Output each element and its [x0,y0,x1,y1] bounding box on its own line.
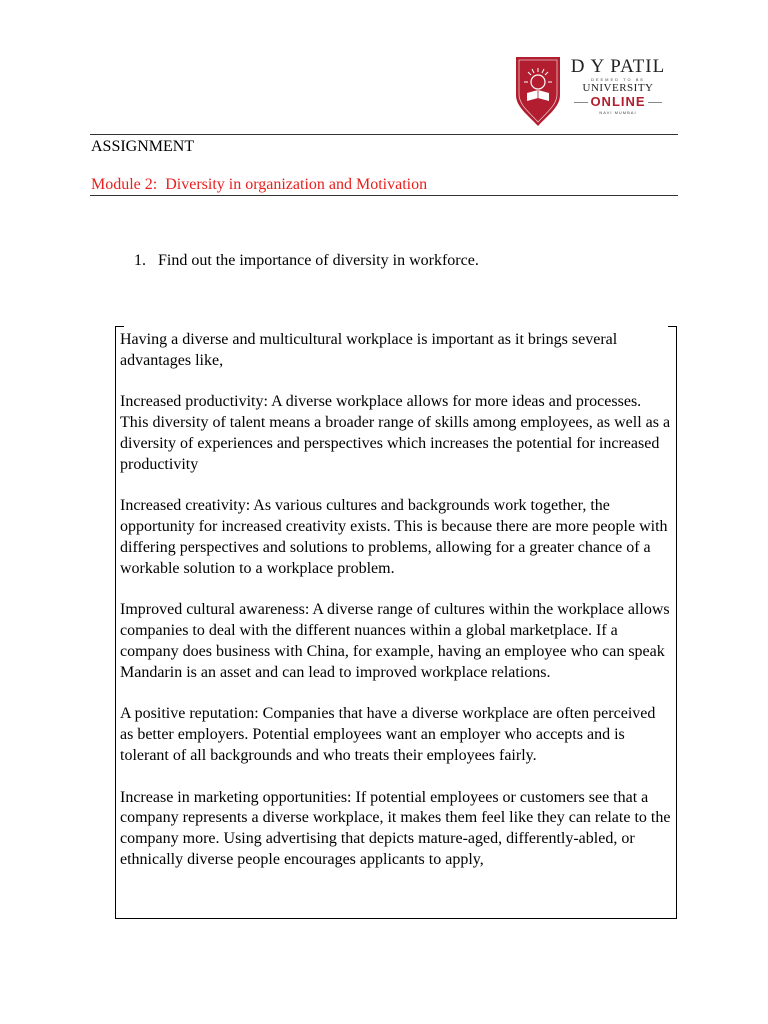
question-text: Find out the importance of diversity in workforce. [158,252,479,269]
logo-name: D Y PATIL [570,56,666,77]
question-number: 1. [134,252,146,269]
logo-online: ONLINE [568,95,668,109]
header-rule [90,134,678,135]
answer-paragraph: Increase in marketing opportunities: If potential employees or customers see that a company represents a diverse workplace, it makes them feel like they can relate to the company more. Using advertising that depicts mature-aged, differently-abled, or ethnically diverse people encourages applicants to apply, [120,788,671,868]
answer-box [115,326,677,919]
page-title: ASSIGNMENT [91,138,195,155]
answer-paragraph: Increased productivity: A diverse workplace allows for more ideas and processes. This diversity of talent means a broader range of skills among employees, as well as a diversity of experiences and perspectives which increases the potential for increased productivity [120,393,671,473]
answer-paragraph: Improved cultural awareness: A diverse range of cultures within the workplace allows companies to deal with the different nuances within a global marketplace. If a company does business with China, for example, having an employee who can speak Mandarin is an asset and can lead to improved workplace relations. [120,601,670,681]
box-corner-left [116,326,124,327]
answer-paragraph: Having a diverse and multicultural workplace is important as it brings several advantages like, [120,331,618,369]
question-item [134,251,479,271]
shield-icon [513,55,563,128]
box-corner-right [668,326,676,327]
answer-text [120,330,672,892]
university-logo [513,55,673,130]
module-rule [90,195,678,196]
logo-deemed: DEEMED TO BE [590,77,646,82]
logo-wordmark [568,57,668,117]
answer-paragraph: Increased creativity: As various cultures and backgrounds work together, the opportunity for increased creativity exists. This is because there are more people with differing perspectives and solutions to problems, allowing for a greater chance of a workable solution to a workplace problem. [120,497,668,577]
module-heading: Module 2: Diversity in organization and Motivation [91,176,428,193]
logo-university: UNIVERSITY [582,82,654,94]
answer-paragraph: A positive reputation: Companies that have a diverse workplace are often perceived as better employers. Potential employees want an employer who accepts and is tolerant of all backgrounds and who treats their employees fairly. [120,705,656,764]
logo-location: NAVI MUMBAI [599,110,637,115]
